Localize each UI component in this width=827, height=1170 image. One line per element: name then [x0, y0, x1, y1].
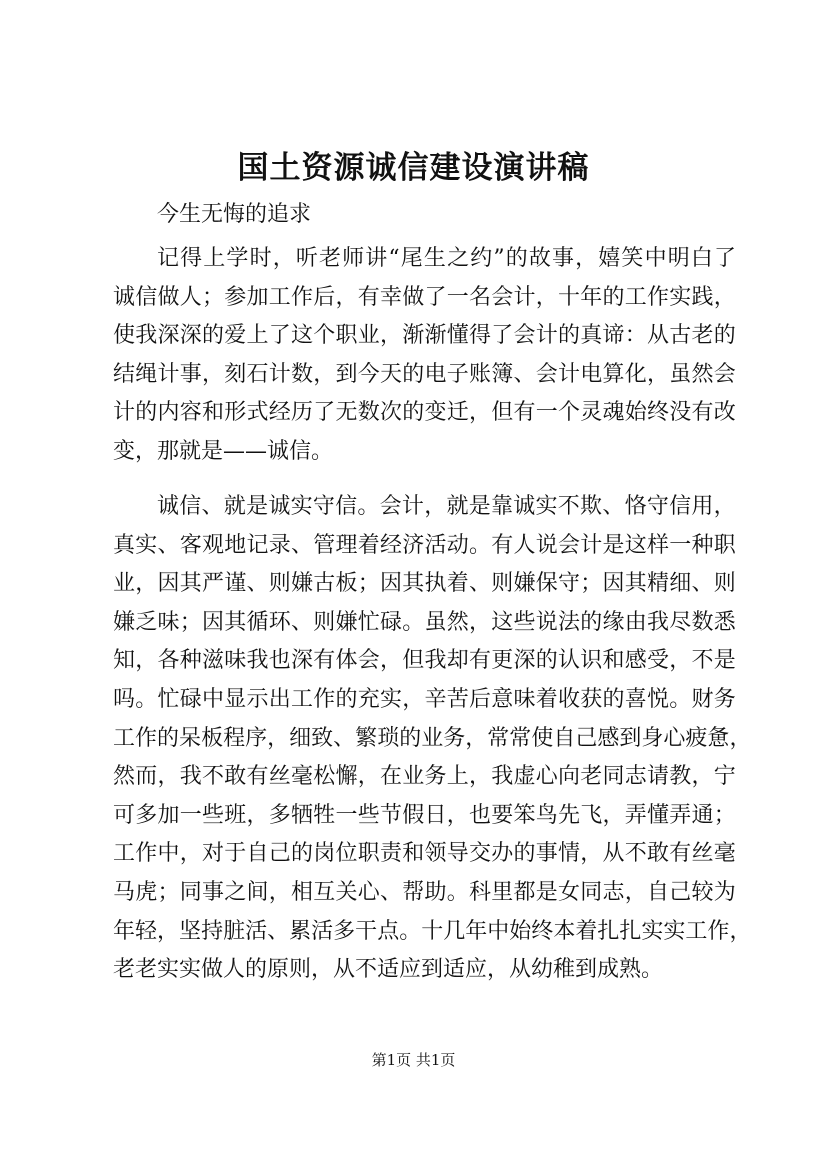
text-line: 诚 信 做 人 ； 参 加 工 作 后 ， 有 幸 做 了 一 名 会 计 ， 十 年 的 工 作 实 践 ，	[113, 284, 736, 310]
text-line: 使 我 深 深 的 爱 上 了 这 个 职 业 ， 渐 渐 懂 得 了 会 计 的 真 谛 ： 从 古 老 的	[113, 323, 736, 349]
document-title: 国土资源诚信建设演讲稿	[237, 150, 590, 186]
text-line: 可 多 加 一 些 班 ， 多 牺 牲 一 些 节 假 日 ， 也 要 笨 鸟 先 飞 ， 弄 懂 弄 通 ；	[113, 802, 736, 828]
text-line: 然 而 ， 我 不 敢 有 丝 毫 松 懈 ， 在 业 务 上 ， 我 虚 心 向 老 同 志 请 教 ， 宁	[113, 764, 736, 790]
text-line: 嫌 乏 味 ； 因 其 循 环 、 则 嫌 忙 碌 。 虽 然 ， 这 些 说 法 的 缘 由 我 尽 数 悉	[113, 609, 736, 635]
text-line: 年 轻 ， 坚 持 脏 活 、 累 活 多 干 点 。 十 几 年 中 始 终 本 着 扎 扎 实 实 工 作 ，	[113, 918, 752, 944]
text-line: 工 作 的 呆 板 程 序 ， 细 致 、 繁 琐 的 业 务 ， 常 常 使 自 己 感 到 身 心 疲 惫 ，	[113, 725, 752, 751]
page-footer: 第1页 共1页	[371, 1051, 456, 1069]
text-line: 老老实实做人的原则，从不适应到适应，从幼稚到成熟。	[113, 957, 664, 983]
text-line: 诚 信 、 就 是 诚 实 守 信 。 会 计 ， 就 是 靠 诚 实 不 欺 、 恪 守 信 用 ，	[157, 494, 736, 519]
text-line: 真 实 、 客 观 地 记 录 、 管 理 着 经 济 活 动 。 有 人 说 会 计 是 这 样 一 种 职	[113, 532, 736, 558]
text-line: 业 ， 因 其 严 谨 、 则 嫌 古 板 ； 因 其 执 着 、 则 嫌 保 守 ； 因 其 精 细 、 则	[113, 571, 736, 597]
text-line: 工 作 中 ， 对 于 自 己 的 岗 位 职 责 和 领 导 交 办 的 事 情 ， 从 不 敢 有 丝 毫	[113, 841, 736, 867]
text-line: 马 虎 ； 同 事 之 间 ， 相 互 关 心 、 帮 助 。 科 里 都 是 女 同 志 ， 自 己 较 为	[113, 880, 736, 905]
text-line: 知 ， 各 种 滋 味 我 也 深 有 体 会 ， 但 我 却 有 更 深 的 认 识 和 感 受 ， 不 是	[113, 648, 736, 674]
document-subtitle: 今生无悔的追求	[157, 202, 312, 227]
text-line: 计 的 内 容 和 形 式 经 历 了 无 数 次 的 变 迁 ， 但 有 一 个 灵 魂 始 终 没 有 改	[113, 400, 736, 426]
text-line: 结 绳 计 事 ， 刻 石 计 数 ， 到 今 天 的 电 子 账 簿 、 会 计 电 算 化 ， 虽 然 会	[113, 361, 736, 387]
text-line: 变，那就是——诚信。	[113, 439, 334, 464]
text-line: 记 得 上 学 时 ， 听 老 师 讲 “ 尾 生 之 约 ” 的 故 事 ， 嬉 笑 中 明 白 了	[157, 246, 736, 271]
text-line: 吗 。 忙 碌 中 显 示 出 工 作 的 充 实 ， 辛 苦 后 意 味 着 收 获 的 喜 悦 。 财 务	[113, 687, 736, 712]
